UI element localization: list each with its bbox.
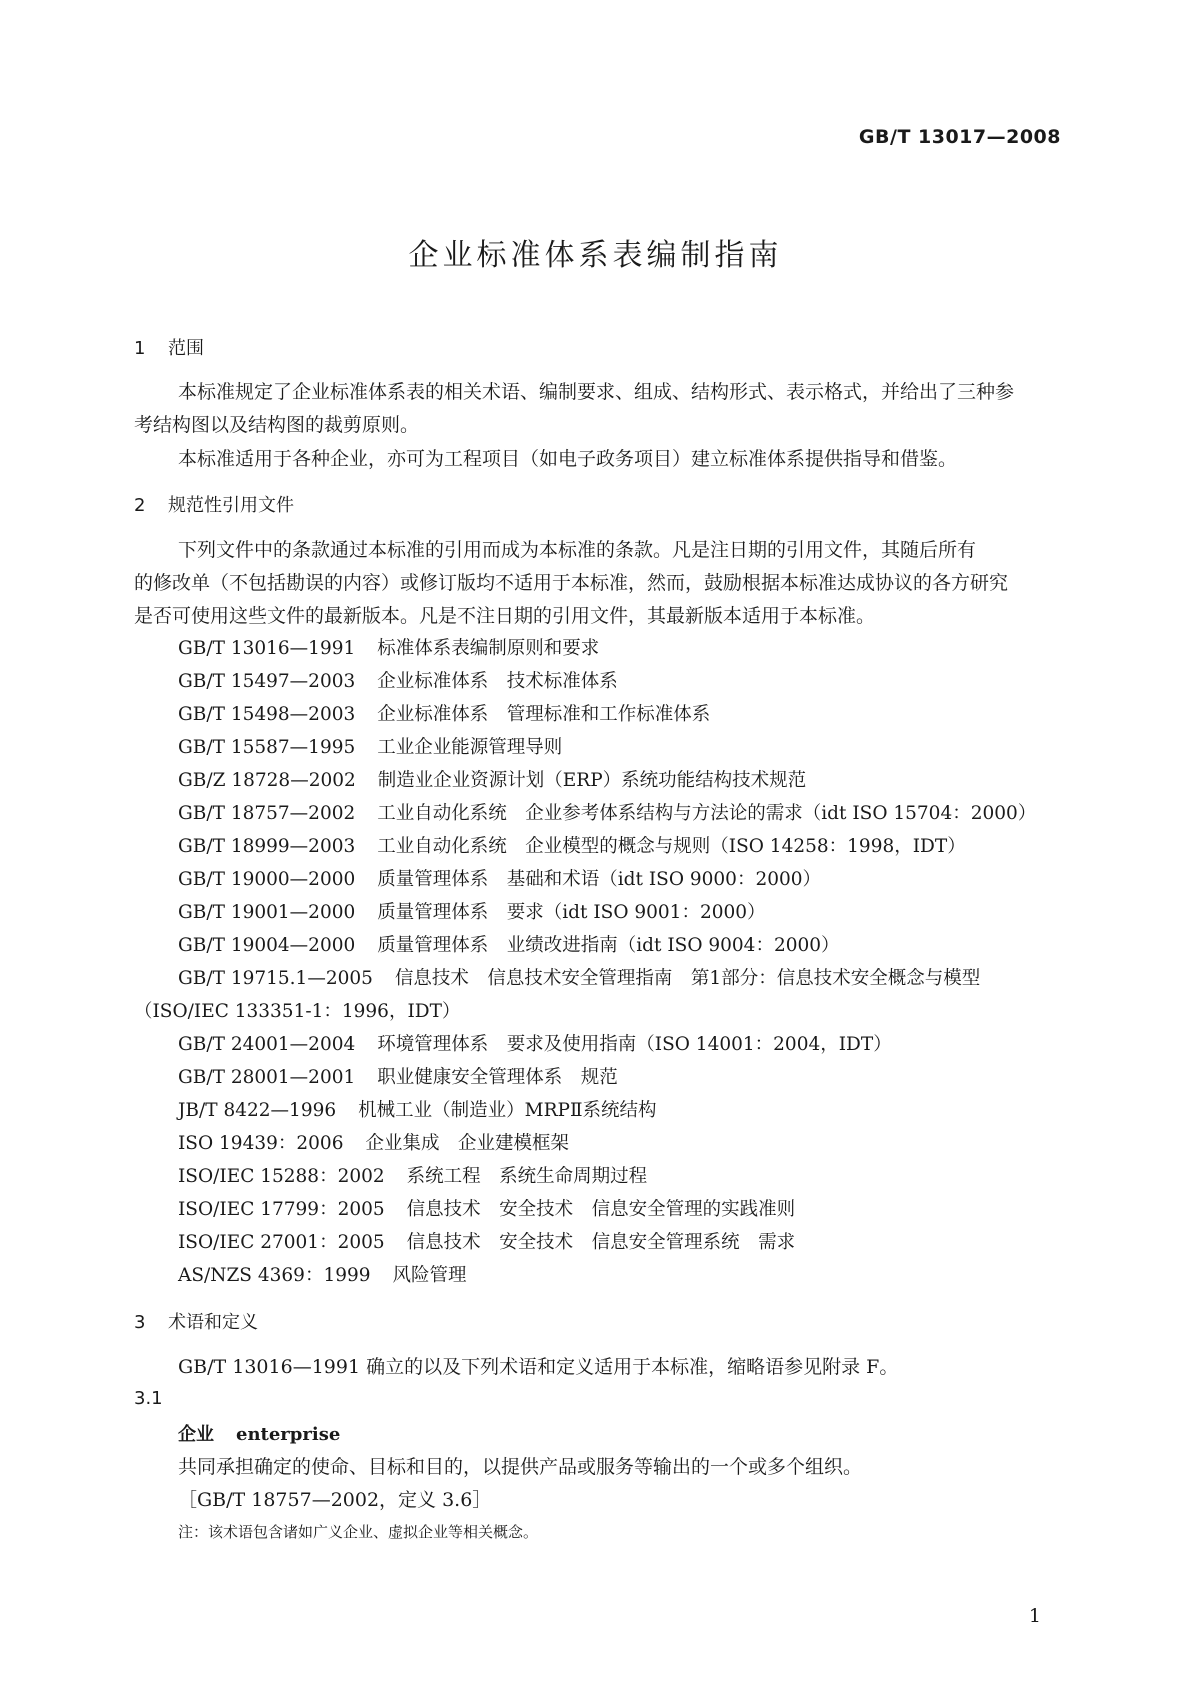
reference-item	[178, 766, 806, 792]
reference-item	[178, 799, 1036, 825]
reference-code: GB/Z 18728—2002	[178, 770, 356, 791]
page-number: 1	[1028, 1605, 1041, 1627]
reference-title: 质量管理体系 基础和术语（idt ISO 9000：2000）	[377, 869, 822, 890]
reference-code: GB/T 19715.1—2005	[178, 968, 373, 989]
reference-title: 信息技术 安全技术 信息安全管理的实践准则	[406, 1199, 796, 1220]
document-title: 企业标准体系表编制指南	[408, 238, 783, 273]
reference-code: GB/T 15587—1995	[178, 737, 356, 758]
reference-item	[178, 964, 980, 990]
reference-title: 环境管理体系 要求及使用指南（ISO 14001：2004，IDT）	[377, 1034, 892, 1055]
section-2-intro-line-1: 下列文件中的条款通过本标准的引用而成为本标准的条款。凡是注日期的引用文件，其随后所有	[178, 539, 977, 561]
reference-title: 企业标准体系 技术标准体系	[377, 671, 618, 692]
reference-item	[178, 865, 821, 891]
reference-continuation: （ISO/IEC 133351-1：1996，IDT）	[134, 1001, 461, 1022]
term-heading	[178, 1420, 340, 1446]
reference-item	[178, 1261, 467, 1287]
reference-title: 信息技术 安全技术 信息安全管理系统 需求	[406, 1232, 796, 1253]
term-english: enterprise	[236, 1424, 341, 1445]
clause-number: 3.1	[134, 1388, 163, 1409]
section-1-para-1-line-1: 本标准规定了企业标准体系表的相关术语、编制要求、组成、结构形式、表示格式，并给出了三种参	[178, 381, 1015, 403]
section-1-heading	[134, 334, 204, 360]
reference-code: GB/T 15497—2003	[178, 671, 356, 692]
reference-title: 企业标准体系 管理标准和工作标准体系	[377, 704, 711, 725]
reference-title: 职业健康安全管理体系 规范	[377, 1067, 618, 1088]
reference-title: 系统工程 系统生命周期过程	[406, 1166, 648, 1187]
reference-item	[178, 733, 562, 759]
reference-title: 工业企业能源管理导则	[377, 737, 563, 758]
reference-code: GB/T 19000—2000	[178, 869, 356, 890]
reference-item	[178, 1162, 647, 1188]
section-1-para-1-line-2: 考结构图以及结构图的裁剪原则。	[134, 414, 420, 436]
reference-item	[178, 1228, 795, 1254]
section-number: 3	[134, 1312, 146, 1333]
reference-title: 工业自动化系统 企业参考体系结构与方法论的需求（idt ISO 15704：2000）	[377, 803, 1037, 824]
standard-number: GB/T 13017—2008	[858, 126, 1061, 148]
reference-code: AS/NZS 4369：1999	[178, 1265, 371, 1286]
reference-code: GB/T 28001—2001	[178, 1067, 356, 1088]
section-number: 1	[134, 338, 146, 359]
reference-item	[178, 1195, 795, 1221]
reference-title: 企业集成 企业建模框架	[365, 1133, 569, 1154]
term-definition: 共同承担确定的使命、目标和目的，以提供产品或服务等输出的一个或多个组织。	[178, 1456, 863, 1478]
term-source: ［GB/T 18757—2002，定义 3.6］	[178, 1489, 492, 1511]
reference-item	[178, 700, 710, 726]
term-chinese: 企业	[178, 1424, 214, 1445]
reference-title: 质量管理体系 业绩改进指南（idt ISO 9004：2000）	[377, 935, 840, 956]
reference-item	[178, 898, 766, 924]
section-3-heading	[134, 1308, 258, 1334]
reference-title: 机械工业（制造业）MRPⅡ系统结构	[358, 1100, 657, 1121]
reference-item	[178, 931, 840, 957]
reference-code: GB/T 19001—2000	[178, 902, 356, 923]
term-note: 注：该术语包含诸如广义企业、虚拟企业等相关概念。	[178, 1523, 539, 1541]
reference-title: 制造业企业资源计划（ERP）系统功能结构技术规范	[377, 770, 807, 791]
section-title: 范围	[168, 338, 204, 359]
reference-title: 标准体系表编制原则和要求	[377, 638, 600, 659]
reference-title: 工业自动化系统 企业模型的概念与规则（ISO 14258：1998，IDT）	[377, 836, 966, 857]
reference-code: GB/T 13016—1991	[178, 638, 356, 659]
section-3-intro: GB/T 13016—1991 确立的以及下列术语和定义适用于本标准，缩略语参见附录 F。	[178, 1356, 899, 1378]
section-1-para-2: 本标准适用于各种企业，亦可为工程项目（如电子政务项目）建立标准体系提供指导和借鉴。	[178, 448, 958, 470]
reference-title: 风险管理	[392, 1265, 467, 1286]
section-2-intro-line-2: 的修改单（不包括勘误的内容）或修订版均不适用于本标准，然而，鼓励根据本标准达成协议的各方研究	[134, 572, 1009, 594]
reference-code: ISO 19439：2006	[178, 1133, 344, 1154]
reference-item	[178, 1129, 569, 1155]
reference-code: ISO/IEC 15288：2002	[178, 1166, 385, 1187]
reference-item	[178, 1063, 618, 1089]
reference-item	[178, 634, 599, 660]
reference-item	[178, 1096, 657, 1122]
reference-code: GB/T 18999—2003	[178, 836, 356, 857]
section-title: 术语和定义	[168, 1312, 258, 1333]
reference-code: GB/T 15498—2003	[178, 704, 356, 725]
reference-item	[178, 832, 966, 858]
section-2-intro-line-3: 是否可使用这些文件的最新版本。凡是不注日期的引用文件，其最新版本适用于本标准。	[134, 605, 876, 627]
section-number: 2	[134, 495, 146, 516]
reference-item	[178, 1030, 892, 1056]
reference-title: 信息技术 信息技术安全管理指南 第1部分：信息技术安全概念与模型	[394, 968, 981, 989]
reference-title: 质量管理体系 要求（idt ISO 9001：2000）	[377, 902, 766, 923]
section-title: 规范性引用文件	[168, 495, 294, 516]
reference-code: JB/T 8422—1996	[178, 1100, 337, 1121]
reference-code: ISO/IEC 27001：2005	[178, 1232, 385, 1253]
reference-code: GB/T 18757—2002	[178, 803, 356, 824]
section-2-heading	[134, 491, 294, 517]
reference-code: GB/T 24001—2004	[178, 1034, 356, 1055]
reference-code: ISO/IEC 17799：2005	[178, 1199, 385, 1220]
reference-item	[178, 667, 618, 693]
reference-code: GB/T 19004—2000	[178, 935, 356, 956]
